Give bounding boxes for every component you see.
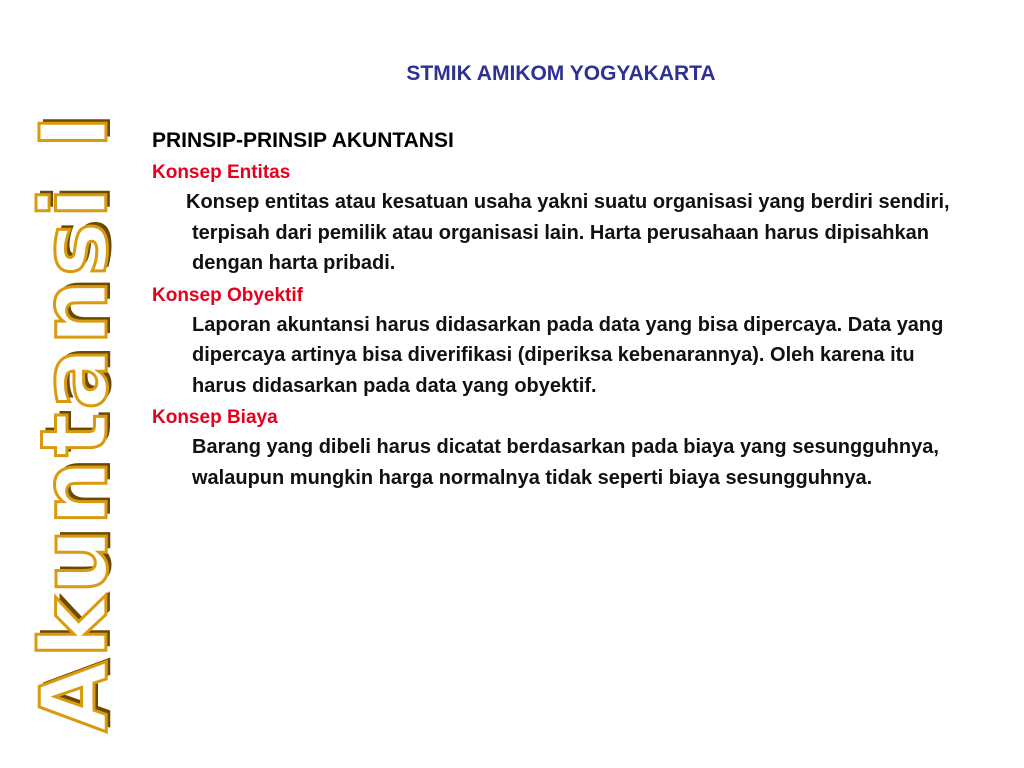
concept-body-biaya: Barang yang dibeli harus dicatat berdasarkan pada biaya yang sesungguhnya, walaupun mungkin harga normalnya tidak seperti biaya sesungguhnya.	[192, 436, 939, 489]
institution-header: STMIK AMIKOM YOGYAKARTA	[406, 62, 716, 85]
concept-body-entitas: Konsep entitas atau kesatuan usaha yakni suatu organisasi yang berdiri sendiri, terpisah dari pemilik atau organisasi lain. Harta perusahaan harus dipisahkan dengan harta pribadi.	[186, 191, 950, 274]
section-title: PRINSIP-PRINSIP AKUNTANSI	[152, 129, 454, 152]
concept-body-obyektif: Laporan akuntansi harus didasarkan pada data yang bisa dipercaya. Data yang dipercaya artinya bisa diverifikasi (diperiksa kebenarannya). Oleh karena itu harus didasarkan pada data yang obyektif.	[192, 313, 944, 397]
concept-heading-obyektif: Konsep Obyektif	[152, 284, 303, 306]
concept-heading-biaya: Konsep Biaya	[152, 407, 278, 428]
concept-heading-entitas: Konsep Entitas	[152, 162, 291, 183]
side-title: Akuntansi I	[21, 111, 128, 733]
slide-content	[152, 129, 972, 496]
